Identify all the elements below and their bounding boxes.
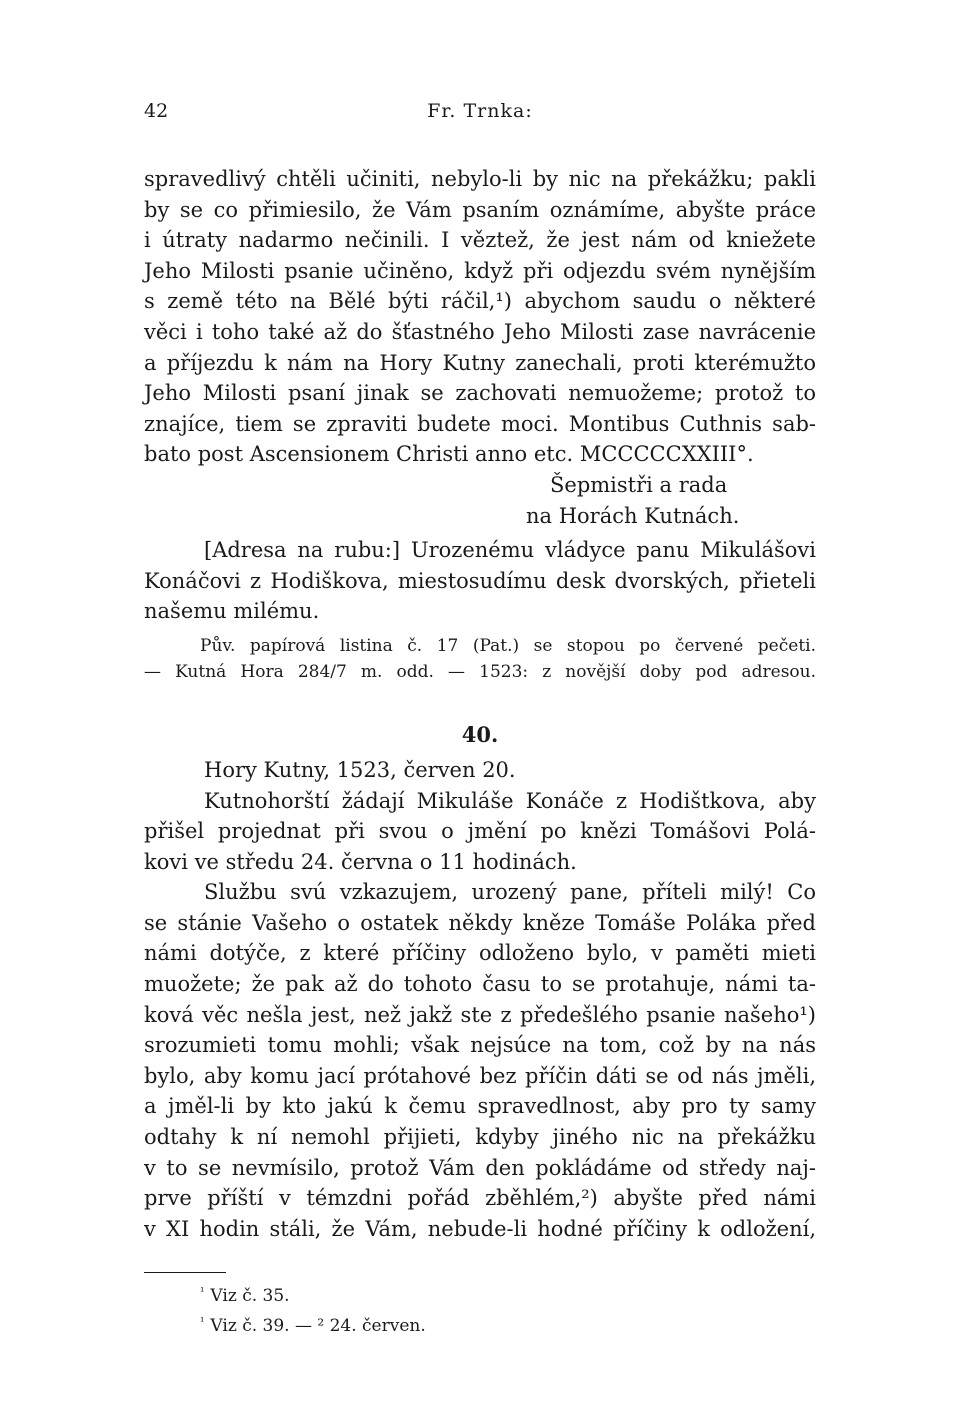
footnote: [200, 1279, 816, 1309]
regest: [144, 786, 816, 878]
text-line: prve příští v témzdni pořád zběhlém,²) abyšte před námi: [144, 1186, 816, 1211]
text-line: Jeho Milosti psanie učiněno, když při odjezdu svém nynějším: [144, 258, 816, 283]
text-line: znajíce, tiem se zpraviti budete moci. Montibus Cuthnis sab-: [144, 411, 816, 436]
text-line: Konáčovi z Hodiškova, miestosudímu desk dvorských, přieteli: [144, 568, 816, 593]
text-line: našemu milému.: [144, 599, 320, 624]
text-line: bylo, aby komu jací prótahové bez příčin dáti se od nás jměli,: [144, 1063, 816, 1088]
text-line: Jeho Milosti psaní jinak se zachovati nemuožeme; protož to: [144, 381, 816, 406]
text-line: věci i toho také až do šťastného Jeho Milosti zase navrácenie: [144, 319, 816, 344]
footnote: [200, 1309, 816, 1339]
signature-line: Šepmistři a rada: [550, 472, 728, 497]
footnote-text: Viz č. 35.: [210, 1286, 290, 1307]
archival-note: [144, 633, 816, 685]
book-page: [144, 100, 816, 1339]
text-line: muožete; že pak až do tohoto času to se protahuje, námi ta-: [144, 972, 816, 997]
signature: [526, 470, 816, 531]
text-line: Službu svú vzkazujem, urozený pane, příteli milý! Co: [204, 880, 816, 905]
footnotes: [144, 1279, 816, 1339]
document-text: [144, 877, 816, 1244]
text-line: přišel projednat při svou o jmění po knězi Tomášovi Polá-: [144, 819, 816, 844]
text-line: bato post Ascensionem Christi anno etc. MCCCCCXXIII°.: [144, 442, 754, 467]
document-number: 40.: [461, 721, 499, 747]
document-date: Hory Kutny, 1523, červen 20.: [204, 757, 516, 782]
footnote-mark: ¹: [200, 1315, 205, 1329]
text-line: v to se nevmísilo, protož Vám den pokládáme od středy naj-: [144, 1155, 816, 1180]
text-line: s země této na Bělé býti ráčil,¹) abychom saudu o některé: [144, 289, 816, 314]
text-line: kovi ve středu 24. června o 11 hodinách.: [144, 849, 577, 874]
text-line: i útraty nadarmo nečinili. I věztež, že jest nám od kniežete: [144, 228, 816, 253]
running-title: Fr. Trnka:: [427, 100, 533, 122]
footnote-text: Viz č. 39. — ² 24. červen.: [210, 1316, 426, 1337]
page-number: 42: [144, 100, 169, 122]
address-note: [144, 535, 816, 627]
letter-continuation: [144, 164, 816, 470]
footnote-divider: [144, 1272, 226, 1273]
text-line: v XI hodin stáli, že Vám, nebude-li hodné příčiny k odložení,: [144, 1216, 816, 1241]
text-line: by se co přimiesilo, že Vám psaním oznámíme, abyšte práce: [144, 197, 816, 222]
text-line: odtahy k ní nemohl přijieti, kdyby jiného nic na překážku: [144, 1125, 816, 1150]
note-line: Pův. papírová listina č. 17 (Pat.) se stopou po červené pečeti.: [200, 635, 816, 656]
note-line: — Kutná Hora 284/7 m. odd. — 1523: z novější doby pod adresou.: [144, 661, 816, 682]
text-line: a příjezdu k nám na Hory Kutny zanechali, proti kterémužto: [144, 350, 816, 375]
text-line: se stánie Vašeho o ostatek někdy kněze Tomáše Poláka před: [144, 910, 816, 935]
text-line: srozumieti tomu mohli; však nejsúce na tom, což by na nás: [144, 1033, 816, 1058]
text-line: spravedlivý chtěli učiniti, nebylo-li by nic na překážku; pakli: [144, 167, 816, 191]
text-line: [Adresa na rubu:] Urozenému vládyce panu Mikulášovi: [204, 538, 816, 563]
text-line: námi dotýče, z které příčiny odloženo bylo, v paměti mieti: [144, 941, 816, 966]
text-line: Kutnohorští žádají Mikuláše Konáče z Hodištkova, aby: [204, 788, 816, 813]
text-line: ková věc nešla jest, než jakž ste z předešlého psanie našeho¹): [144, 1002, 816, 1027]
signature-line: na Horách Kutnách.: [526, 503, 740, 528]
text-line: a jměl-li by kto jakú k čemu spravedlnost, aby pro ty samy: [144, 1094, 816, 1119]
footnote-mark: ¹: [200, 1285, 205, 1299]
running-head: [144, 100, 816, 134]
